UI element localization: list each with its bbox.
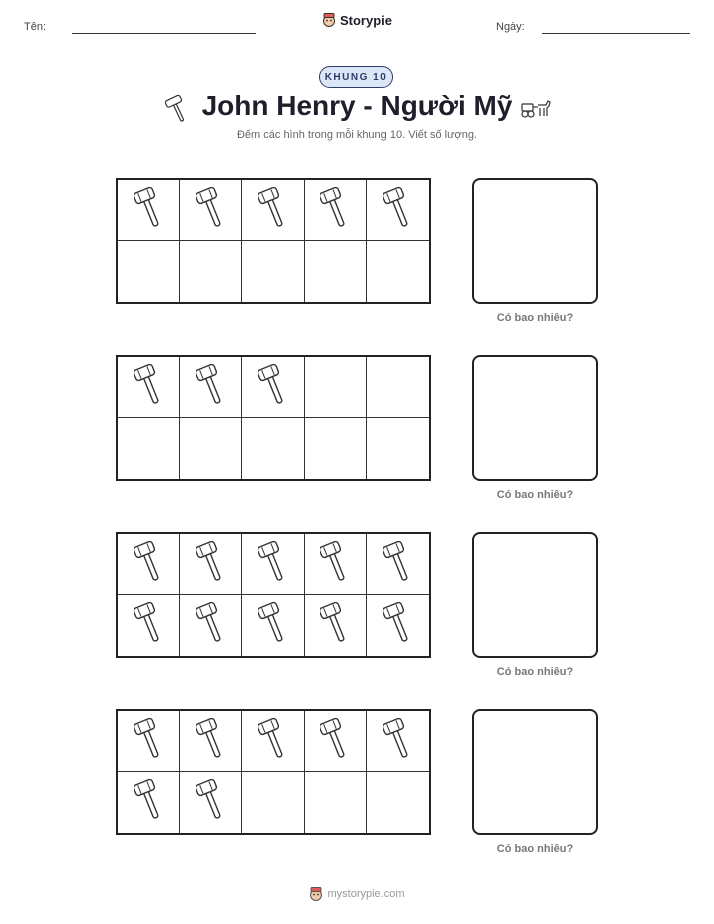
ten-frame-cell	[118, 595, 180, 656]
ten-frame-cell	[367, 711, 429, 772]
hammer-icon	[258, 363, 288, 412]
ten-frame-cell	[367, 418, 429, 479]
hammer-icon	[383, 717, 413, 766]
ten-frame-cell	[118, 418, 180, 479]
date-label: Ngày:	[496, 21, 525, 33]
ten-frame-cell	[305, 418, 367, 479]
storypie-logo-icon	[322, 12, 336, 28]
hammer-icon	[134, 717, 164, 766]
count-prompt: Có bao nhiêu?	[496, 666, 574, 678]
ten-frame-cell	[305, 357, 367, 418]
ten-frame-cell	[180, 241, 242, 302]
ten-frame-cell	[242, 418, 304, 479]
name-line[interactable]	[72, 33, 256, 34]
horse-carriage-icon	[520, 96, 552, 125]
count-prompt: Có bao nhiêu?	[496, 843, 574, 855]
ten-frame-cell	[180, 595, 242, 656]
hammer-icon	[383, 186, 413, 235]
ten-frame-cell	[180, 772, 242, 833]
storypie-logo-icon	[309, 886, 323, 902]
date-line[interactable]	[542, 33, 690, 34]
ten-frame-cell	[367, 241, 429, 302]
ten-frame-cell	[367, 180, 429, 241]
hammer-icon	[196, 540, 226, 589]
brand-name: Storypie	[339, 12, 392, 28]
hammer-icon	[258, 717, 288, 766]
ten-frame-cell	[242, 772, 304, 833]
ten-frame-cell	[118, 772, 180, 833]
ten-frame-cell	[305, 711, 367, 772]
ten-frame-cell	[180, 418, 242, 479]
ten-frame-cell	[367, 595, 429, 656]
instructions: Đếm các hình trong mỗi khung 10. Viết số lượng.	[236, 129, 477, 141]
ten-frame-cell	[180, 534, 242, 595]
ten-frame-3	[116, 532, 431, 658]
hammer-icon	[258, 601, 288, 650]
ten-frame-cell	[118, 534, 180, 595]
ten-frame-cell	[367, 534, 429, 595]
ten-frame-cell	[242, 357, 304, 418]
ten-frame-cell	[305, 534, 367, 595]
hammer-icon	[320, 540, 350, 589]
ten-frame-cell	[180, 711, 242, 772]
hammer-icon	[320, 186, 350, 235]
hammer-icon	[134, 363, 164, 412]
ten-frame-cell	[180, 357, 242, 418]
frame-type-badge: KHUNG 10	[319, 66, 393, 88]
ten-frame-cell	[242, 711, 304, 772]
ten-frame-2	[116, 355, 431, 481]
brand	[0, 12, 714, 33]
hammer-icon	[196, 363, 226, 412]
ten-frame-4	[116, 709, 431, 835]
ten-frame-cell	[242, 534, 304, 595]
ten-frame-cell	[367, 772, 429, 833]
hammer-icon	[196, 601, 226, 650]
ten-frame-cell	[118, 711, 180, 772]
hammer-icon	[196, 717, 226, 766]
answer-box-1[interactable]	[472, 178, 598, 304]
ten-frame-cell	[118, 180, 180, 241]
hammer-icon	[383, 601, 413, 650]
hammer-icon	[134, 778, 164, 827]
count-prompt: Có bao nhiêu?	[496, 489, 574, 501]
ten-frame-cell	[305, 772, 367, 833]
ten-frame-cell	[305, 241, 367, 302]
answer-box-2[interactable]	[472, 355, 598, 481]
ten-frame-cell	[180, 180, 242, 241]
ten-frame-cell	[367, 357, 429, 418]
ten-frame-cell	[118, 241, 180, 302]
answer-box-4[interactable]	[472, 709, 598, 835]
ten-frame-1	[116, 178, 431, 304]
ten-frame-cell	[242, 241, 304, 302]
ten-frame-cell	[242, 595, 304, 656]
hammer-icon	[134, 601, 164, 650]
name-label: Tên:	[24, 21, 47, 33]
count-prompt: Có bao nhiêu?	[496, 312, 574, 324]
ten-frame-cell	[118, 357, 180, 418]
ten-frame-cell	[242, 180, 304, 241]
hammer-icon	[134, 186, 164, 235]
hammer-icon	[134, 540, 164, 589]
hammer-icon	[258, 540, 288, 589]
page-title: John Henry - Người Mỹ	[201, 90, 513, 121]
hammer-icon	[383, 540, 413, 589]
hammer-icon	[196, 186, 226, 235]
footer-site: mystorypie.com	[327, 888, 405, 900]
answer-box-3[interactable]	[472, 532, 598, 658]
ten-frame-cell	[305, 180, 367, 241]
hammer-icon	[320, 717, 350, 766]
hammer-icon	[258, 186, 288, 235]
footer	[0, 886, 714, 907]
ten-frame-cell	[305, 595, 367, 656]
hammer-icon	[196, 778, 226, 827]
hammer-icon	[320, 601, 350, 650]
